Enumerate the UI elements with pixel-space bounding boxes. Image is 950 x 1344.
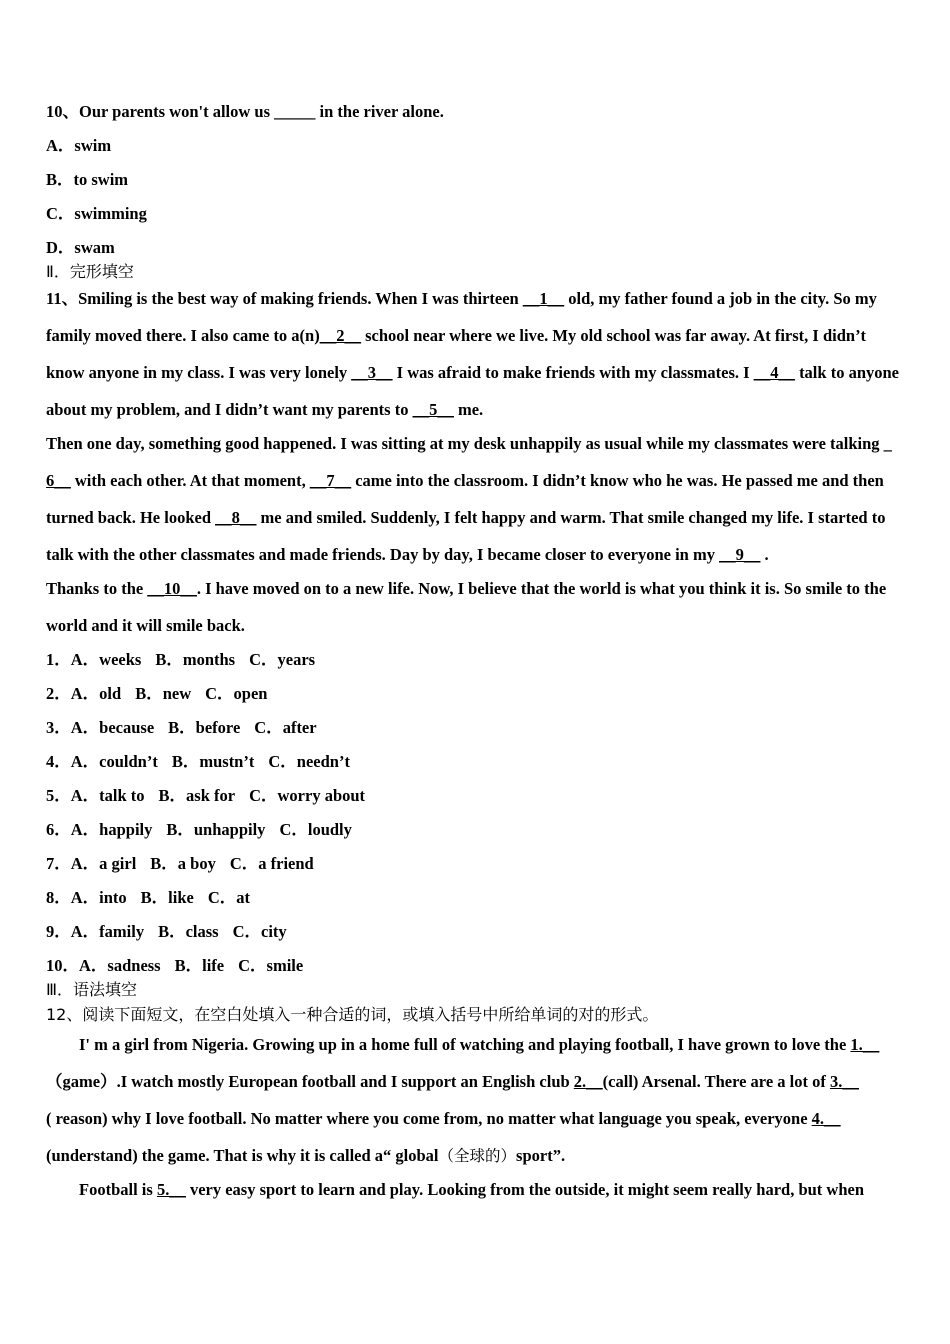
blank-1: 1.__ <box>850 1035 880 1054</box>
choice-row: 8．A．into B．like C．at <box>46 888 251 907</box>
section-title-grammar: Ⅲ．语法填空 <box>46 980 138 999</box>
document-page <box>46 98 908 1210</box>
q10-stem: 10、Our parents won't allow us _____ in the river alone. <box>46 102 444 121</box>
passage-line: （game）.I watch mostly European football and I support an English club 2.__(call) Arsenal. There are a lot of 3.__ <box>46 1072 859 1091</box>
blank-4: 4.__ <box>811 1109 841 1128</box>
choice-row: 6．A．happily B．unhappily C．loudly <box>46 820 352 839</box>
passage-line: 11、Smiling is the best way of making friends. When I was thirteen __1__ old, my father found a job in the city. So my <box>46 289 877 308</box>
q11-passage <box>46 285 908 646</box>
q10-option-a: A．swim <box>46 136 112 155</box>
q10-option-c: C．swimming <box>46 204 147 223</box>
blank-2: 2.__ <box>573 1072 603 1091</box>
blank-3: __3__ <box>351 363 393 382</box>
blank-8: __8__ <box>215 508 257 527</box>
blank-5: 5.__ <box>156 1180 186 1199</box>
passage-line: talk with the other classmates and made friends. Day by day, I became closer to everyone in my __9__ . <box>46 545 769 564</box>
passage-line: I' m a girl from Nigeria. Growing up in a home full of watching and playing football, I have grown to love the 1.__ <box>79 1035 880 1054</box>
passage-line: know anyone in my class. I was very lonely __3__ I was afraid to make friends with my classmates. I __4__ talk to anyone <box>46 363 899 382</box>
passage-line: (understand) the game. That is why it is called a“ global（全球的）sport”. <box>46 1146 566 1165</box>
q12-passage <box>46 1031 908 1210</box>
choice-row: 4．A．couldn’t B．mustn’t C．needn’t <box>46 752 350 771</box>
blank-1: __1__ <box>522 289 565 308</box>
passage-line: about my problem, and I didn’t want my parents to __5__ me. <box>46 400 484 419</box>
choice-row: 3．A．because B．before C．after <box>46 718 317 737</box>
choice-row: 1．A．weeks B．months C．years <box>46 650 316 669</box>
passage-line: turned back. He looked __8__ me and smiled. Suddenly, I felt happy and warm. That smile changed my life. I started to <box>46 508 886 527</box>
passage-line: Football is 5.__ very easy sport to learn and play. Looking from the outside, it might seem really hard, but when <box>79 1180 865 1199</box>
q12-instruction: 12、阅读下面短文，在空白处填入一种合适的词，或填入括号中所给单词的对的形式。 <box>46 1005 659 1024</box>
blank-2: __2__ <box>319 326 361 345</box>
blank-10: __10__ <box>147 579 197 598</box>
q10-option-d: D．swam <box>46 238 115 257</box>
choice-row: 5．A．talk to B．ask for C．worry about <box>46 786 366 805</box>
blank-5: __5__ <box>412 400 454 419</box>
q11-choices <box>46 646 908 978</box>
blank-9: __9__ <box>719 545 761 564</box>
passage-line: Thanks to the __10__. I have moved on to a new life. Now, I believe that the world is what you think it is. So smile to the <box>46 579 887 598</box>
blank-7: __7__ <box>309 471 352 490</box>
q10-option-b: B．to swim <box>46 170 129 189</box>
choice-row: 2．A．old B．new C．open <box>46 684 268 703</box>
choice-row: 10．A．sadness B．life C．smile <box>46 956 304 975</box>
choice-row: 9．A．family B．class C．city <box>46 922 287 941</box>
blank-6: 6__ <box>46 471 71 490</box>
section-title-cloze: Ⅱ．完形填空 <box>46 262 134 281</box>
passage-line: Then one day, something good happened. I was sitting at my desk unhappily as usual while my classmates were talking _ <box>46 434 892 453</box>
blank-3: 3.__ <box>829 1072 859 1091</box>
passage-line: family moved there. I also came to a(n)__2__ school near where we live. My old school was far away. At first, I didn’t <box>46 326 867 345</box>
passage-line: world and it will smile back. <box>46 616 245 635</box>
blank-4: __4__ <box>753 363 795 382</box>
passage-line: ( reason) why I love football. No matter where you come from, no matter what language you speak, everyone 4.__ <box>46 1109 841 1128</box>
passage-line: 6__ with each other. At that moment, __7__ came into the classroom. I didn’t know who he was. He passed me and then <box>46 471 884 490</box>
choice-row: 7．A．a girl B．a boy C．a friend <box>46 854 314 873</box>
